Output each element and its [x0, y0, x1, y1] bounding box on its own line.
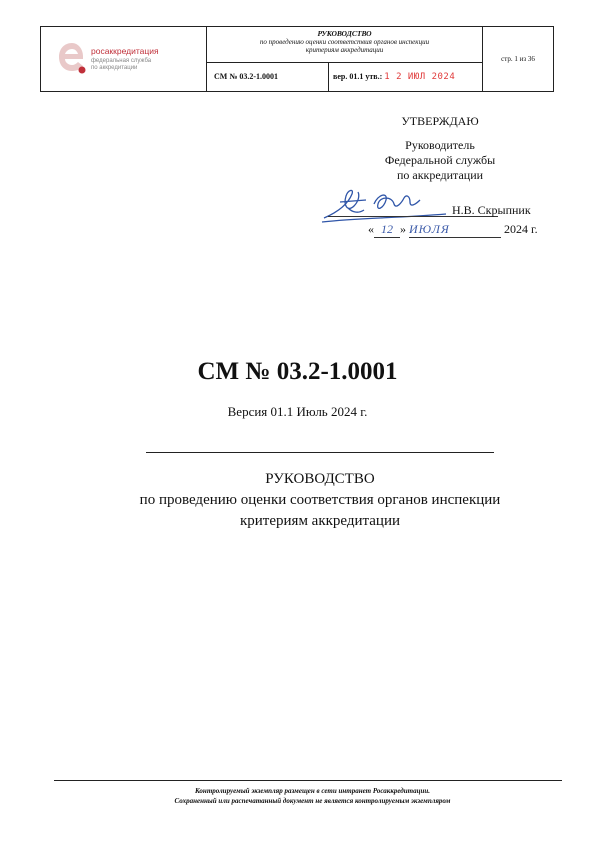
- document-version: Версия 01.1 Июль 2024 г.: [227, 404, 368, 419]
- header-doc-title: [207, 27, 483, 63]
- org-subtitle-line1: федеральная служба: [91, 58, 152, 64]
- header-version: [329, 63, 483, 91]
- approver-position-line2: Федеральной службы: [384, 153, 496, 167]
- footer-line1: Контролируемый экземпляр размещен в сети интранет Росаккредитации.: [194, 787, 431, 795]
- header-doc-subject-line2: критериям аккредитации: [305, 46, 384, 54]
- signer-name: Н.В. Скрыпник: [452, 203, 531, 217]
- approver-position-line1: Руководитель: [405, 138, 475, 152]
- footer-divider: [54, 780, 562, 781]
- header-doc-type: РУКОВОДСТВО: [317, 29, 372, 38]
- handwritten-signature: [318, 182, 448, 226]
- page-counter: стр. 1 из 36: [501, 55, 535, 63]
- header-doc-subject-line1: по проведению оценки соответствия органов инспекции: [259, 38, 430, 46]
- date-quote-close: »: [400, 222, 406, 236]
- approval-block: [330, 114, 550, 183]
- date-month: ИЮЛЯ: [409, 222, 501, 238]
- document-subject-line1: по проведению оценки соответствия органов инспекции: [139, 492, 501, 508]
- org-subtitle: [91, 58, 171, 72]
- document-subject-line2: критериям аккредитации: [239, 513, 401, 529]
- logo-block: [41, 27, 207, 91]
- title-divider: [146, 452, 494, 453]
- date-day: 12: [374, 222, 400, 238]
- approver-position-line3: по аккредитации: [396, 168, 484, 182]
- footer-line2: Сохраненный или распечатанный документ не является контролируемым экземпляром: [174, 797, 451, 805]
- date-quote-open: «: [368, 222, 374, 236]
- org-name: росаккредитация: [91, 46, 159, 56]
- document-number-title: СМ № 03.2-1.0001: [197, 358, 398, 385]
- date-year: 2024 г.: [504, 222, 538, 236]
- document-header-table: [40, 26, 554, 92]
- rosaccreditation-logo-icon: [56, 41, 88, 77]
- approval-date: [368, 222, 538, 238]
- document-title: [0, 469, 595, 532]
- footer-notice: [0, 786, 595, 806]
- approval-date-stamp: 1 2 ИЮЛ 2024: [384, 72, 456, 82]
- org-subtitle-line2: по аккредитации: [91, 65, 138, 71]
- version-label: вер. 01.1 утв.:: [333, 72, 383, 81]
- header-doc-code: СМ № 03.2-1.0001: [207, 63, 329, 91]
- approval-heading: УТВЕРЖДАЮ: [401, 114, 479, 128]
- document-type: РУКОВОДСТВО: [265, 471, 375, 487]
